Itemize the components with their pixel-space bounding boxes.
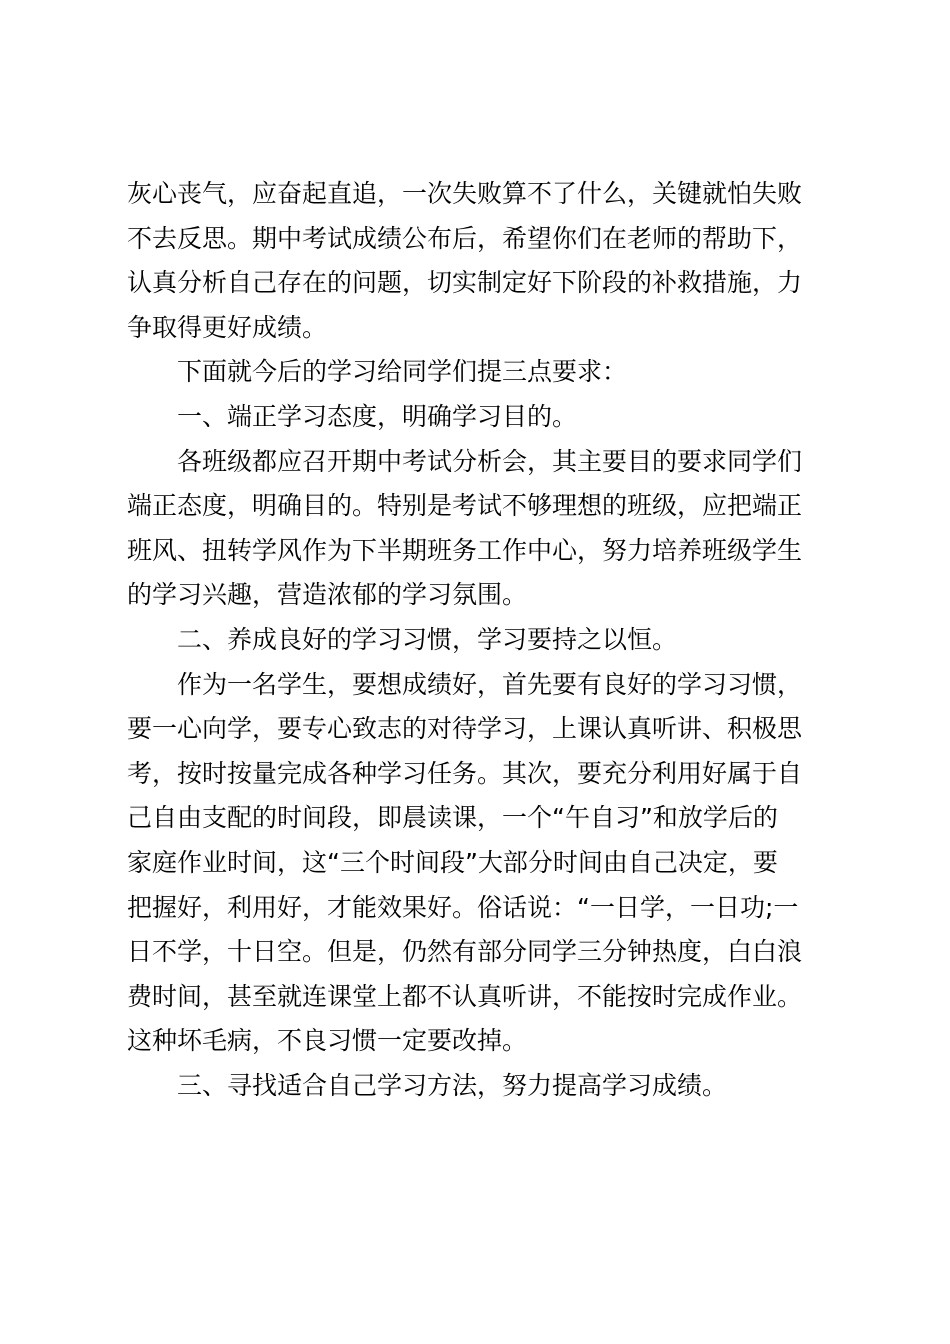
paragraph-line: 日不学，十日空。但是，仍然有部分同学三分钟热度，白白浪 xyxy=(127,937,803,967)
paragraph-line: 灰心丧气，应奋起直追，一次失败算不了什么，关键就怕失败 xyxy=(127,179,803,208)
section-heading-2: 二、养成良好的学习习惯，学习要持之以恒。 xyxy=(177,624,678,654)
paragraph-line: 己自由支配的时间段，即晨读课，一个“午自习”和放学后的 xyxy=(127,803,778,833)
paragraph-line: 争取得更好成绩。 xyxy=(127,312,328,342)
paragraph-line: 端正态度，明确目的。特别是考试不够理想的班级，应把端正 xyxy=(127,491,803,521)
paragraph-line: 各班级都应召开期中考试分析会，其主要目的要求同学们 xyxy=(177,446,803,476)
paragraph-line: 不去反思。期中考试成绩公布后，希望你们在老师的帮助下， xyxy=(127,223,803,253)
document-body xyxy=(127,172,833,1108)
paragraph-line: 要一心向学，要专心致志的对待学习，上课认真听讲、积极思 xyxy=(127,714,803,744)
section-heading-1: 一、端正学习态度，明确学习目的。 xyxy=(177,401,578,431)
paragraph-line: 费时间，甚至就连课堂上都不认真听讲，不能按时完成作业。 xyxy=(127,981,803,1011)
section-heading-3: 三、寻找适合自己学习方法，努力提高学习成绩。 xyxy=(177,1070,728,1100)
intro-line: 下面就今后的学习给同学们提三点要求： xyxy=(177,357,628,387)
paragraph-line: 这种坏毛病，不良习惯一定要改掉。 xyxy=(127,1026,528,1056)
paragraph-line: 认真分析自己存在的问题，切实制定好下阶段的补救措施，力 xyxy=(127,268,803,298)
paragraph-line: 的学习兴趣，营造浓郁的学习氛围。 xyxy=(127,580,528,610)
paragraph-line: 考，按时按量完成各种学习任务。其次，要充分利用好属于自 xyxy=(127,758,803,788)
paragraph-line: 作为一名学生，要想成绩好，首先要有良好的学习习惯， xyxy=(177,669,803,699)
paragraph-line: 把握好，利用好，才能效果好。俗话说：“一日学，一日功;一 xyxy=(127,892,799,922)
paragraph-line: 家庭作业时间，这“三个时间段”大部分时间由自己决定，要 xyxy=(127,847,778,877)
paragraph-line: 班风、扭转学风作为下半期班务工作中心，努力培养班级学生 xyxy=(127,535,803,565)
